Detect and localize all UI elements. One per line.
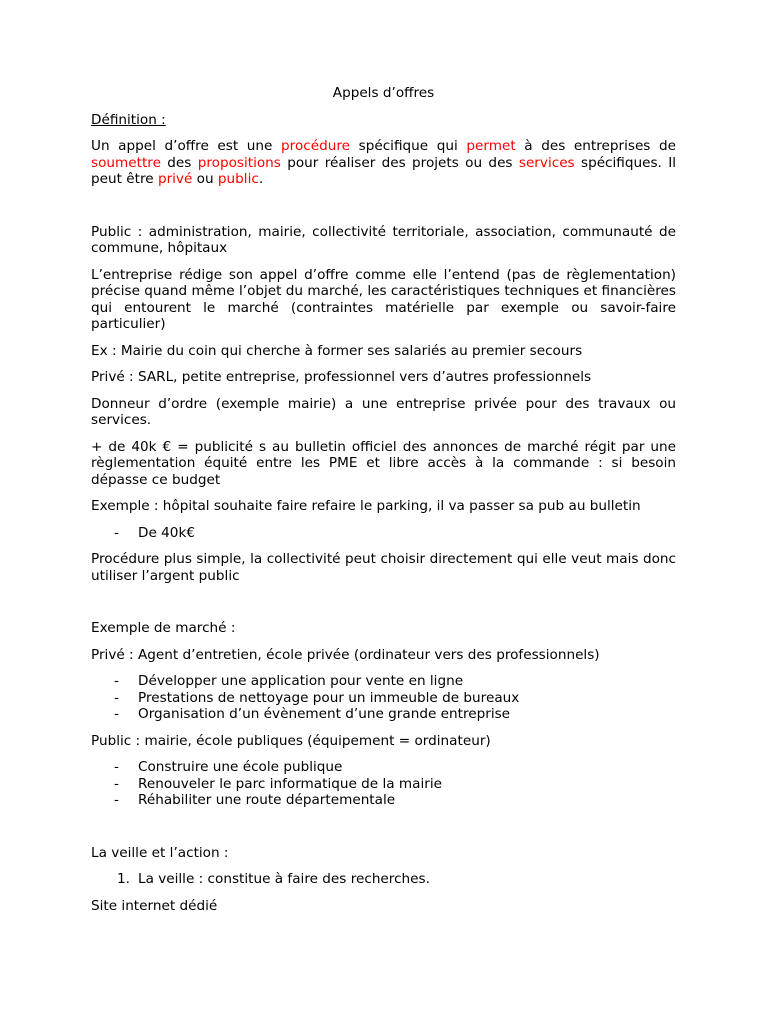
list-prive — [91, 673, 676, 723]
prive-definition: Privé : SARL, petite entreprise, professionnel vers d’autres professionnels — [91, 369, 592, 385]
seuil-paragraph: + de 40k € = publicité s au bulletin officiel des annonces de marché régit par une règlementation équité entre les PME et libre accès à la commande : si besoin dépasse ce budget — [91, 438, 676, 488]
entreprise-paragraph: L’entreprise rédige son appel d’offre comme elle l’entend (pas de règlementation) précise quand même l’objet du marché, les caractéristiques techniques et financières qui entourent le marché (contraintes matérielle par exemple ou savoir-faire particulier) — [91, 266, 677, 332]
intro-text: spécifique qui — [350, 138, 467, 154]
dash-marker: - — [114, 689, 119, 706]
intro-text: pour réaliser des projets ou des — [280, 154, 519, 171]
list-item — [91, 706, 676, 723]
donneur-paragraph: Donneur d’ordre (exemple mairie) a une entreprise privée pour des travaux ou services. — [91, 395, 676, 428]
list-item — [91, 759, 676, 776]
blank-line — [91, 198, 676, 224]
highlight-procedure: procédure — [281, 138, 351, 154]
highlight-permet: permet — [466, 138, 516, 154]
list-item-text: La veille : constitue à faire des recherches. — [138, 871, 430, 887]
list-item-text: Organisation d’un évènement d’une grande entreprise — [138, 706, 511, 722]
intro-text: des — [160, 154, 198, 171]
public-exemple: Public : mairie, école publiques (équipement = ordinateur) — [91, 732, 491, 749]
veille-heading: La veille et l’action : — [91, 844, 229, 861]
dash-marker: - — [114, 706, 119, 722]
intro-text: à des entreprises de — [515, 138, 676, 154]
example-mairie: Ex : Mairie du coin qui cherche à former ses salariés au premier secours — [91, 342, 583, 359]
intro-text: Un appel d’offre est une — [91, 138, 282, 154]
intro-text: ou — [192, 171, 218, 187]
list-item-text: Réhabiliter une route départementale — [138, 792, 396, 808]
list-item-text: Construire une école publique — [138, 759, 343, 775]
list-item — [91, 690, 676, 707]
dash-marker: - — [114, 673, 119, 689]
list-item-text: Prestations de nettoyage pour un immeuble de bureaux — [138, 689, 520, 706]
dash-marker: - — [114, 524, 119, 541]
intro-paragraph — [91, 138, 676, 188]
list-seuil — [91, 525, 676, 542]
list-item — [91, 792, 676, 809]
highlight-soumettre: soumettre — [91, 154, 161, 171]
dash-marker: - — [114, 792, 119, 808]
list-public — [91, 759, 676, 809]
definition-heading: Définition : — [91, 111, 166, 128]
dash-marker: - — [114, 759, 119, 775]
public-definition: Public : administration, mairie, collectivité territoriale, association, communauté de commune, hôpitaux — [91, 223, 676, 256]
intro-text: . — [258, 171, 264, 187]
site-internet: Site internet dédié — [91, 897, 218, 914]
exemple-marche-heading: Exemple de marché : — [91, 620, 236, 636]
list-item-text: De 40k€ — [138, 524, 195, 541]
document-page — [91, 85, 676, 924]
prive-exemple: Privé : Agent d’entretien, école privée (ordinateur vers des professionnels) — [91, 646, 600, 663]
procedure-paragraph: Procédure plus simple, la collectivité peut choisir directement qui elle veut mais donc utiliser l’argent public — [91, 551, 676, 584]
dash-marker: - — [114, 775, 119, 792]
list-item — [91, 776, 676, 793]
list-item — [91, 871, 676, 888]
example-hopital: Exemple : hôpital souhaite faire refaire le parking, il va passer sa pub au bulletin — [91, 498, 641, 514]
list-item — [91, 525, 676, 542]
list-item-text: Renouveler le parc informatique de la mairie — [138, 775, 442, 792]
highlight-propositions: propositions — [197, 154, 281, 171]
list-item — [91, 673, 676, 690]
blank-line — [91, 594, 676, 620]
document-title: Appels d’offres — [332, 85, 435, 101]
list-veille — [91, 871, 676, 888]
number-marker: 1. — [117, 871, 130, 887]
intro-text: spécifiques. Il peut être — [91, 154, 677, 187]
highlight-public: public — [217, 171, 259, 187]
list-item-text: Développer une application pour vente en ligne — [138, 673, 464, 689]
blank-line — [91, 819, 676, 845]
highlight-prive: privé — [157, 171, 193, 187]
highlight-services: services — [518, 154, 575, 171]
